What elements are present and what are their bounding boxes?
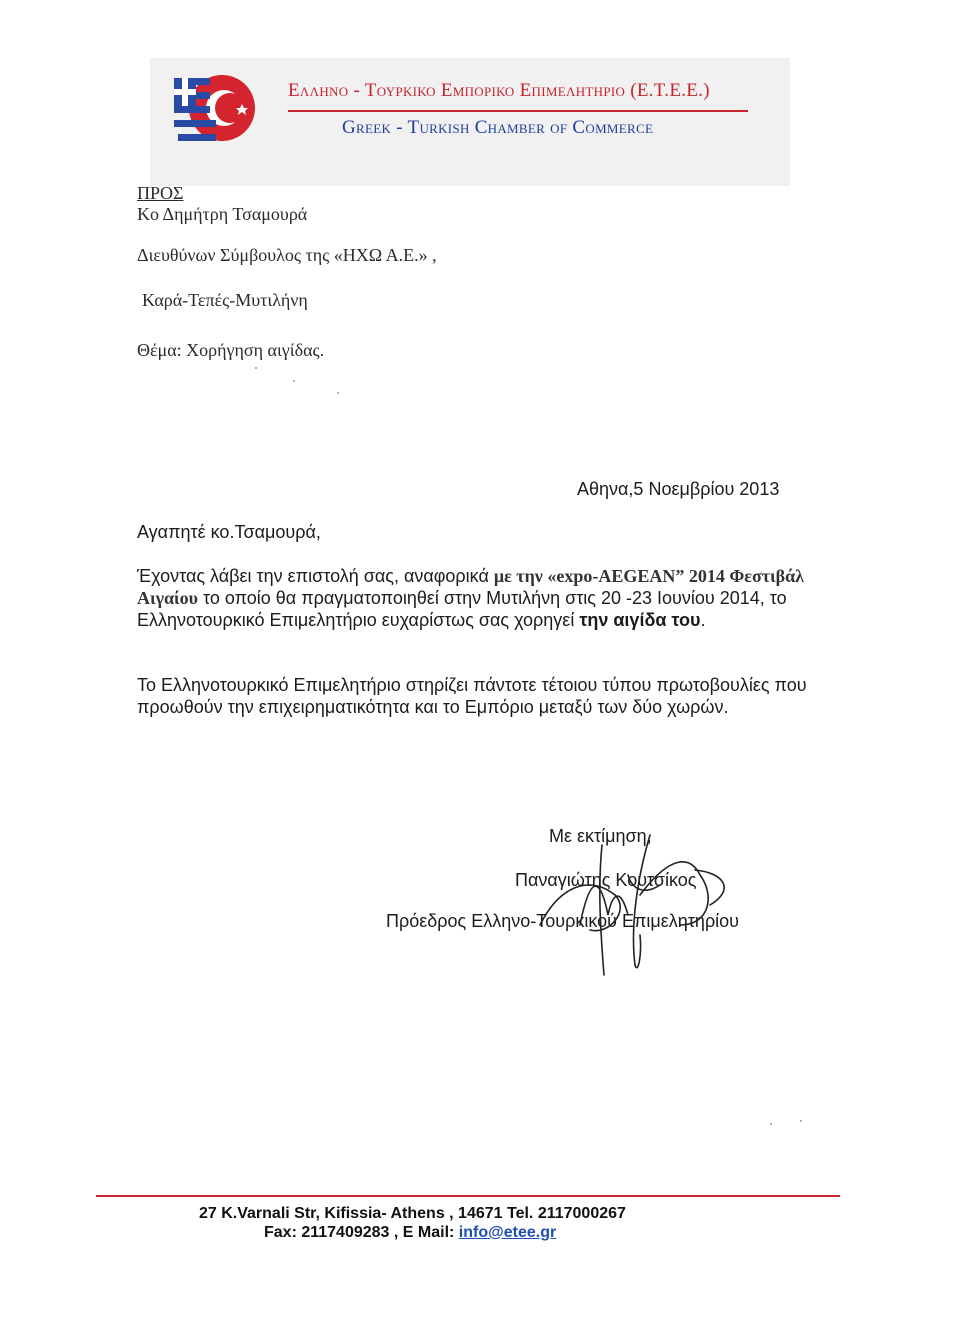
- footer-divider: [96, 1195, 840, 1197]
- event-name: με την «expo-AEGEAN” 2014 Φεστιβάλ Αιγαίου: [137, 566, 804, 608]
- greeting: Αγαπητέ κο.Τσαμουρά,: [137, 522, 321, 542]
- to-label: ΠΡΟΣ: [137, 183, 184, 203]
- valediction: Με εκτίμηση,: [549, 826, 652, 846]
- footer-address: 27 K.Varnali Str, Kifissia- Athens , 14671 Tel. 2117000267: [199, 1205, 626, 1222]
- recipient-role: Διευθύνων Σύμβουλος της «ΗΧΩ Α.Ε.» ,: [137, 245, 437, 265]
- scan-speck: [800, 1120, 802, 1122]
- recipient-name: Κο Δημήτρη Τσαμουρά: [137, 204, 308, 224]
- subject-line: Θέμα: Χορήγηση αιγίδας.: [137, 340, 325, 360]
- footer-email-link[interactable]: info@etee.gr: [458, 1224, 557, 1241]
- signatory-title: Πρόεδρος Ελληνο-Τουρκικού Επιμελητηρίου: [386, 911, 740, 931]
- scan-speck: [770, 1123, 772, 1125]
- p1-text-e: .: [700, 610, 706, 630]
- footer-contact: [264, 1224, 556, 1242]
- org-name-greek: Ελληνο - Τουρκικο Εμπορικο Επιμελητηριο (Ε.Τ.Ε.Ε.): [288, 80, 710, 101]
- signatory-name: Παναγιώτης Κουτσίκος: [515, 870, 697, 890]
- p1-text-a: Έχοντας λάβει την επιστολή σας, αναφορικά: [137, 566, 494, 586]
- recipient-address: Καρά-Τεπές-Μυτιλήνη: [142, 290, 308, 310]
- body-paragraph-1: [137, 565, 807, 631]
- letter-date: Αθηνα,5 Νοεμβρίου 2013: [577, 479, 780, 499]
- footer-fax: Fax: 2117409283 , E Mail:: [264, 1224, 459, 1241]
- body-paragraph-2: Το Ελληνοτουρκικό Επιμελητήριο στηρίζει πάντοτε τέτοιου τύπου πρωτοβουλίες που προωθούν την επιχειρηματικότητα και το Εμπόριο μεταξύ των δύο χωρών.: [137, 675, 807, 717]
- scan-speck: [255, 367, 257, 369]
- p1-text-c: το οποίο θα πραγματοποιηθεί στην Μυτιλήνη στις 20 -23 Ιουνίου 2014, το Ελληνοτουρκικό Επιμελητήριο ευχαρίστως σας χορηγεί: [137, 588, 787, 630]
- org-name-english: Greek - Turkish Chamber of Commerce: [342, 117, 654, 138]
- scan-speck: [293, 380, 295, 382]
- handwritten-signature-icon: [520, 815, 760, 985]
- scan-speck: [337, 392, 339, 394]
- greek-turkish-flag-logo-icon: [172, 64, 256, 152]
- header-divider: [288, 110, 748, 112]
- auspices-phrase: την αιγίδα του: [579, 610, 701, 630]
